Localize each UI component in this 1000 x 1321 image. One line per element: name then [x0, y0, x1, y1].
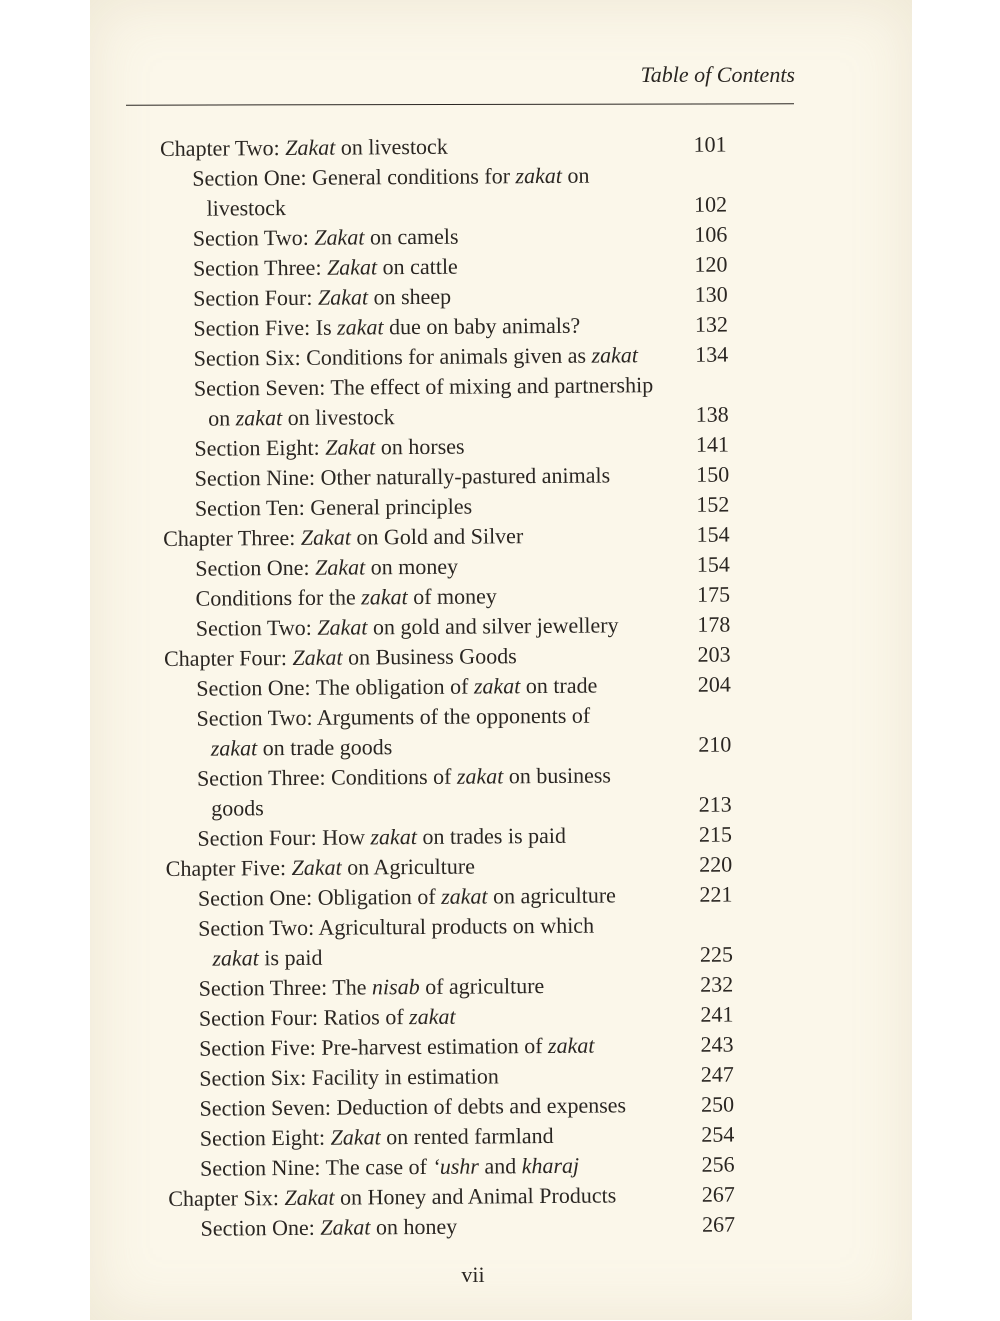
entry-title: Section Five: Is zakat due on baby animals? [193, 312, 581, 341]
entry-title: Section Four: How zakat on trades is paid [197, 822, 567, 851]
toc-entry-section [98, 1208, 920, 1244]
page-number: 152 [696, 491, 730, 517]
page-number: 175 [696, 581, 731, 607]
entry-title: Section Two: Zakat on camels [192, 223, 459, 251]
page-number: 130 [694, 281, 728, 307]
entry-title: goods [211, 795, 264, 821]
running-head: Table of Contents [640, 62, 795, 87]
page-number: 213 [698, 791, 732, 817]
page-number: 243 [700, 1031, 734, 1057]
entry-title: Section Four: Zakat on sheep [193, 283, 452, 311]
entry-title: Section Six: Conditions for animals given as zakat [193, 342, 639, 371]
page-number: 256 [701, 1151, 735, 1177]
book-page [90, 0, 912, 1320]
page-number: 220 [699, 851, 733, 877]
page-number: 215 [698, 821, 733, 847]
table-of-contents [89, 0, 921, 1321]
entry-title: Section Two: Agricultural products on which [198, 912, 595, 941]
page-number: 203 [697, 641, 731, 667]
entry-title: Section One: Zakat on honey [200, 1213, 458, 1241]
entry-title: Section Six: Facility in estimation [199, 1063, 499, 1091]
entry-title: Chapter Two: Zakat on livestock [159, 133, 448, 161]
entry-title: Section Nine: Other naturally-pastured animals [194, 462, 611, 491]
entry-title: Section Three: Zakat on cattle [192, 253, 458, 281]
entry-title: Chapter Five: Zakat on Agriculture [165, 853, 476, 881]
page-number: 250 [700, 1091, 735, 1117]
page-number: 150 [696, 461, 730, 487]
page-number: 154 [696, 521, 730, 547]
page-number: 225 [699, 941, 734, 967]
page-folio: vii [461, 1262, 485, 1287]
entry-title: Chapter Four: Zakat on Business Goods [163, 643, 517, 671]
entry-title: Section Three: The nisab of agriculture [198, 973, 545, 1001]
entry-title: zakat on trade goods [210, 734, 393, 761]
page-number: 102 [693, 191, 728, 217]
entry-title: Section Seven: The effect of mixing and partnership [193, 372, 654, 401]
page-number: 221 [699, 881, 733, 907]
entry-title: Section Ten: General principles [194, 493, 473, 521]
page-number: 138 [695, 401, 729, 427]
page-number: 134 [695, 341, 729, 367]
page-number: 267 [701, 1181, 735, 1207]
entry-title: Section One: Obligation of zakat on agriculture [197, 882, 616, 911]
page-number: 106 [694, 221, 728, 247]
page-number: 247 [700, 1061, 734, 1087]
entry-title: Section One: Zakat on money [195, 553, 459, 581]
entry-title: Section Four: Ratios of zakat [198, 1003, 456, 1031]
page-number: 120 [694, 251, 728, 277]
entry-title: Section Nine: The case of ‘ushr and kharaj [199, 1152, 580, 1181]
entry-title: Section Eight: Zakat on horses [194, 433, 465, 461]
page-number: 132 [694, 311, 729, 337]
entry-title: Conditions for the zakat of money [195, 583, 497, 611]
entry-title: Section Three: Conditions of zakat on business [196, 762, 612, 791]
page-number: 141 [695, 431, 730, 457]
entry-title: zakat is paid [212, 944, 323, 971]
page-number: 101 [693, 131, 727, 157]
page-number: 241 [700, 1001, 734, 1027]
entry-title: Section Two: Zakat on gold and silver jewellery [195, 612, 619, 641]
page-number: 267 [701, 1211, 736, 1237]
entry-title: Section Seven: Deduction of debts and expenses [199, 1092, 627, 1121]
entry-title: Chapter Six: Zakat on Honey and Animal Products [168, 1182, 617, 1211]
entry-title: Section One: The obligation of zakat on trade [196, 672, 598, 701]
page-number: 210 [698, 731, 732, 757]
entry-title: livestock [206, 195, 287, 221]
entry-title: Section Eight: Zakat on rented farmland [199, 1122, 554, 1151]
page-number: 154 [696, 551, 730, 577]
entry-title: Section Two: Arguments of the opponents of [196, 702, 591, 731]
page-number: 232 [700, 971, 734, 997]
entry-title: Section One: General conditions for zakat on [192, 162, 590, 191]
page-number: 254 [701, 1121, 735, 1147]
page-number: 178 [697, 611, 731, 637]
entry-title: Section Five: Pre-harvest estimation of zakat [199, 1032, 595, 1061]
entry-title: on zakat on livestock [208, 404, 395, 431]
page-number: 204 [697, 671, 731, 697]
entry-title: Chapter Three: Zakat on Gold and Silver [163, 523, 524, 551]
